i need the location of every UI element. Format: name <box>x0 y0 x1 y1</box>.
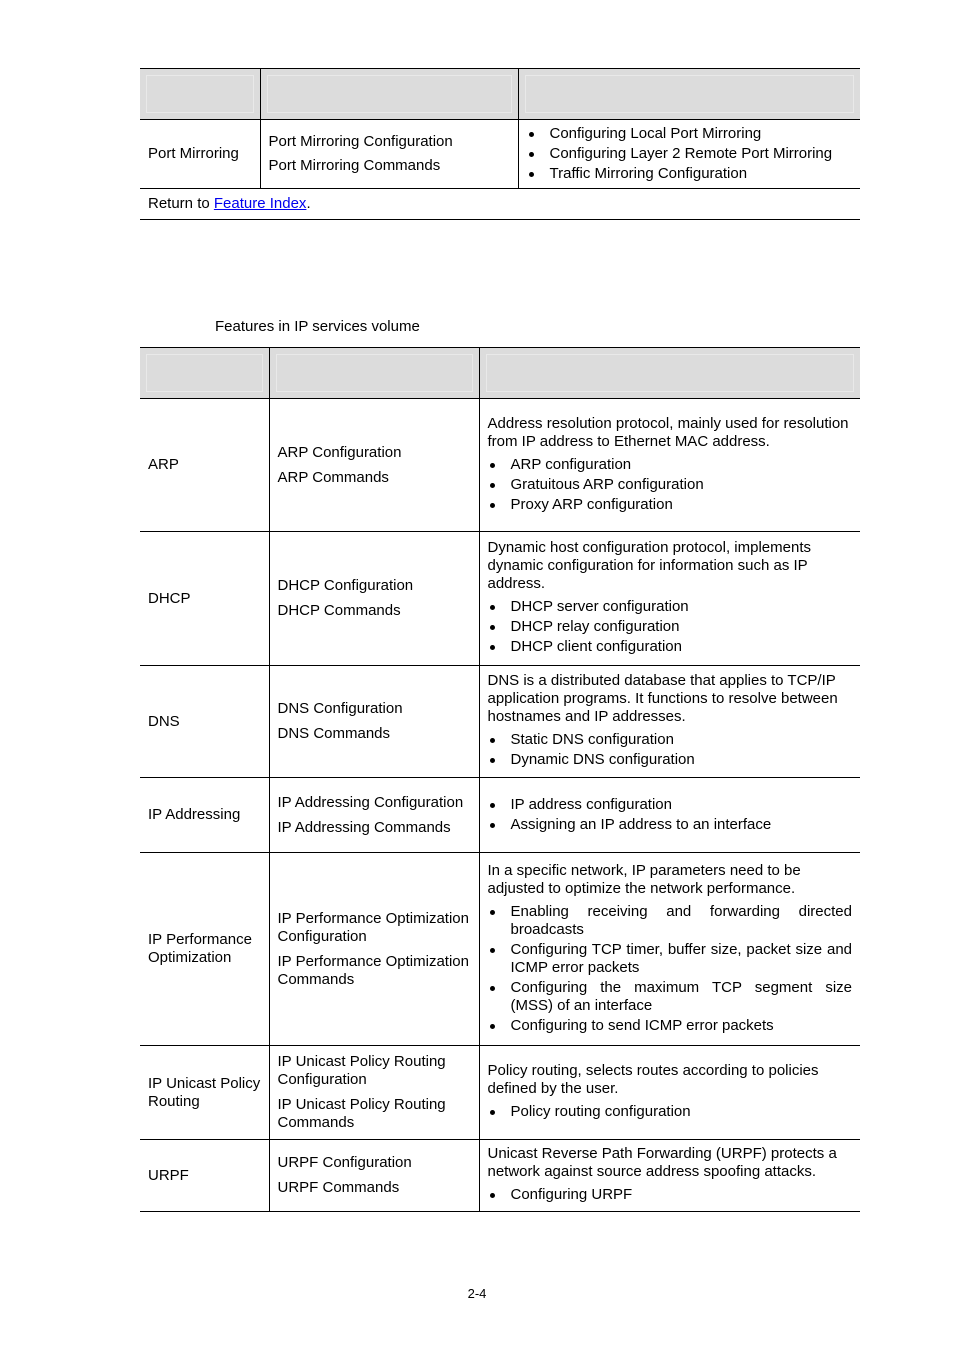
table-row <box>140 666 860 778</box>
description: Dynamic host configuration protocol, implements dynamic configuration for information such as IP address. <box>487 539 811 592</box>
doc-link: IP Addressing Commands <box>277 818 451 836</box>
description-cell <box>479 666 860 778</box>
list-item: Configuring Local Port Mirroring <box>527 125 853 143</box>
doc-link: DHCP Configuration <box>277 577 414 594</box>
top-feature-table <box>140 68 860 220</box>
list-item: Assigning an IP address to an interface <box>488 816 853 834</box>
feature-cell: IP Performance Optimization <box>140 853 269 1046</box>
table-row <box>140 532 860 666</box>
header-cell <box>140 69 260 120</box>
feature-cell: URPF <box>140 1140 269 1212</box>
return-row <box>140 189 860 220</box>
table-header-row <box>140 348 860 399</box>
table-row <box>140 120 860 189</box>
table-row <box>140 778 860 853</box>
docs-cell <box>260 120 518 189</box>
list-item: ARP configuration <box>488 456 853 474</box>
doc-link: IP Performance Optimization Configuration <box>277 909 469 945</box>
list-item: Policy routing configuration <box>488 1103 853 1121</box>
docs-cell <box>269 666 479 778</box>
description-cell <box>479 853 860 1046</box>
docs-cell <box>269 778 479 853</box>
docs-cell <box>269 399 479 532</box>
feature-cell: IP Addressing <box>140 778 269 853</box>
header-cell <box>140 348 269 399</box>
list-item: DHCP client configuration <box>488 638 853 656</box>
description-cell <box>479 399 860 532</box>
docs-cell <box>269 1140 479 1212</box>
description: Policy routing, selects routes according to policies defined by the user. <box>487 1062 819 1097</box>
list-item: Configuring Layer 2 Remote Port Mirroring <box>527 145 853 163</box>
header-cell <box>269 348 479 399</box>
doc-link: IP Addressing Configuration <box>277 793 464 811</box>
list-item: DHCP relay configuration <box>488 618 853 636</box>
doc-link: ARP Configuration <box>277 443 402 461</box>
feature-cell: Port Mirroring <box>140 120 260 189</box>
feature-index-link[interactable]: Feature Index <box>213 195 307 212</box>
header-cell <box>518 69 860 120</box>
docs-cell <box>269 532 479 666</box>
list-item: Traffic Mirroring Configuration <box>527 165 853 183</box>
description-cell <box>479 1046 860 1140</box>
list-item: Configuring the maximum TCP segment size (MSS) of an interface <box>488 979 853 1015</box>
table-row <box>140 399 860 532</box>
page-number: 2-4 <box>467 1286 487 1301</box>
doc-link: ARP Commands <box>277 468 389 486</box>
doc-link: DNS Configuration <box>277 700 403 717</box>
table-row <box>140 853 860 1046</box>
table-row <box>140 1046 860 1140</box>
doc-link: URPF Configuration <box>277 1154 412 1171</box>
header-cell <box>260 69 518 120</box>
doc-link: URPF Commands <box>277 1179 400 1196</box>
feature-cell: ARP <box>140 399 269 532</box>
doc-link: IP Performance Optimization Commands <box>277 952 469 988</box>
doc-link: IP Unicast Policy Routing Commands <box>277 1096 446 1131</box>
table-header-row <box>140 69 860 120</box>
list-item: Configuring URPF <box>488 1186 853 1204</box>
docs-cell <box>269 853 479 1046</box>
doc-link: DHCP Commands <box>277 602 401 619</box>
table-caption: Features in IP services volume <box>215 318 420 335</box>
list-item: Enabling receiving and forwarding directed broadcasts <box>488 903 853 939</box>
description-cell <box>479 1140 860 1212</box>
doc-link: IP Unicast Policy Routing Configuration <box>277 1053 446 1088</box>
feature-cell: DHCP <box>140 532 269 666</box>
description-cell <box>479 778 860 853</box>
description: DNS is a distributed database that applies to TCP/IP application programs. It functions to resolve between hostnames and IP addresses. <box>487 672 838 725</box>
list-item: IP address configuration <box>488 796 853 814</box>
list-item: Proxy ARP configuration <box>488 496 853 514</box>
ip-services-table <box>140 347 860 1212</box>
description: In a specific network, IP parameters need to be adjusted to optimize the network performance. <box>487 861 801 897</box>
return-cell: Return to Feature Index. <box>140 189 860 220</box>
list-item: Static DNS configuration <box>488 731 853 749</box>
description: Unicast Reverse Path Forwarding (URPF) protects a network against source address spoofing attacks. <box>487 1145 837 1180</box>
list-item: Dynamic DNS configuration <box>488 751 853 769</box>
list-item: DHCP server configuration <box>488 598 853 616</box>
feature-cell: IP Unicast Policy Routing <box>140 1046 269 1140</box>
docs-cell <box>269 1046 479 1140</box>
items-cell <box>518 120 860 189</box>
doc-link: Port Mirroring Configuration <box>268 133 453 150</box>
list-item: Gratuitous ARP configuration <box>488 476 853 494</box>
description: Address resolution protocol, mainly used for resolution from IP address to Ethernet MAC address. <box>487 414 849 450</box>
list-item: Configuring to send ICMP error packets <box>488 1017 853 1035</box>
description-cell <box>479 532 860 666</box>
doc-link: Port Mirroring Commands <box>268 157 441 174</box>
list-item: Configuring TCP timer, buffer size, packet size and ICMP error packets <box>488 941 853 977</box>
doc-link: DNS Commands <box>277 725 391 742</box>
header-cell <box>479 348 860 399</box>
table-row <box>140 1140 860 1212</box>
feature-cell: DNS <box>140 666 269 778</box>
